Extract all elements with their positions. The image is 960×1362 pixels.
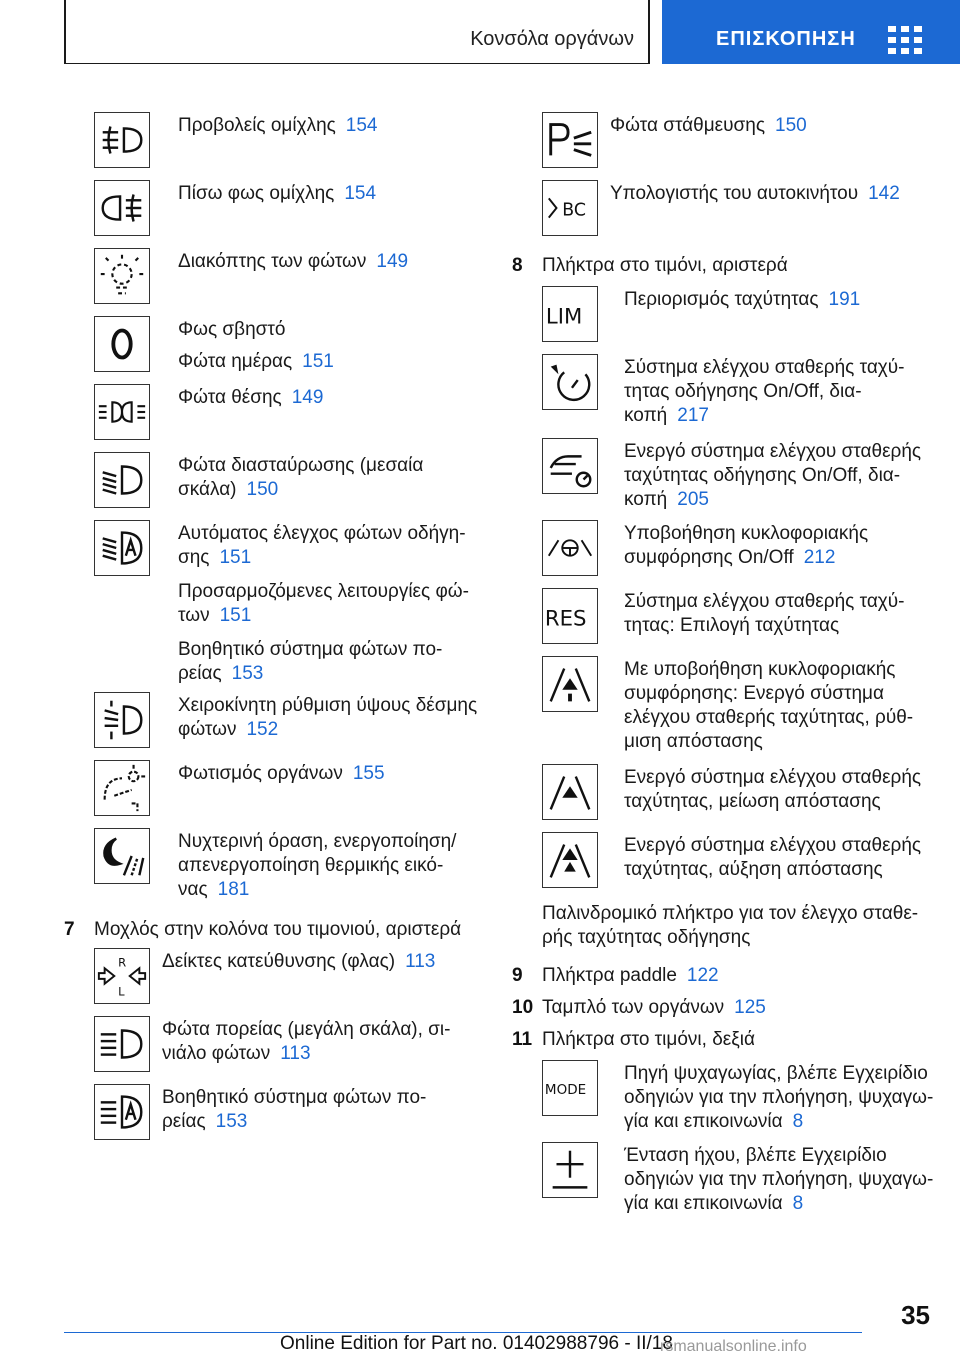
- list-item: [624, 1062, 933, 1134]
- front-fog-light-icon: [94, 112, 150, 168]
- item-label-cont: οδηγιών για την πλοήγηση, ψυχαγω-: [624, 1087, 934, 1108]
- item-label: Βοηθητικό σύστημα φώτων πο-: [178, 639, 443, 660]
- item-label-cont: σης: [178, 547, 210, 568]
- item-label: Νυχτερινή όραση, ενεργοποίηση/: [178, 831, 457, 852]
- page-link[interactable]: 151: [302, 351, 334, 372]
- svg-text:BC: BC: [562, 200, 587, 221]
- volume-icon: [542, 1142, 598, 1198]
- page-link[interactable]: 122: [686, 965, 719, 986]
- item-label: Σύστημα ελέγχου σταθερής ταχύ-: [624, 357, 905, 378]
- item-heading: Μοχλός στην κολόνα του τιμονιού, αριστερά: [94, 919, 462, 940]
- low-beam-icon: [94, 452, 150, 508]
- page-number: 35: [901, 1300, 930, 1330]
- item-label: Φωτισμός οργάνων: [178, 763, 343, 784]
- list-item: [624, 1144, 933, 1216]
- item-label: Περιορισμός ταχύτητας: [624, 289, 819, 310]
- rear-fog-light-icon: [94, 180, 150, 236]
- list-item: [178, 454, 423, 502]
- page-title: Κονσόλα οργάνων: [470, 28, 634, 50]
- item-label: Χειροκίνητη ρύθμιση ύψους δέσμης: [178, 695, 478, 716]
- list-item: [178, 386, 323, 410]
- item-number: 9: [512, 965, 523, 986]
- item-label-cont: μιση απόστασης: [624, 731, 763, 752]
- page-link[interactable]: 125: [734, 997, 766, 1018]
- item-label: Φως σβηστό: [178, 319, 286, 340]
- item-label-cont: των: [178, 605, 210, 626]
- list-item: [162, 1086, 426, 1134]
- list-item: [178, 250, 408, 274]
- page-link[interactable]: 191: [828, 289, 861, 310]
- item-label: Φώτα στάθμευσης: [610, 115, 765, 136]
- footer-watermark: rsmanualsonline.info: [660, 1338, 807, 1355]
- page-link[interactable]: 149: [291, 387, 324, 408]
- page-link[interactable]: 149: [376, 251, 409, 272]
- page-link[interactable]: 150: [775, 115, 807, 136]
- list-item: [178, 580, 469, 628]
- high-beam-assist-icon: [94, 1084, 150, 1140]
- item-label-cont: κοπή: [624, 405, 668, 426]
- list-item: [624, 356, 905, 428]
- page-link[interactable]: 212: [803, 547, 836, 568]
- page-link[interactable]: 113: [280, 1043, 311, 1064]
- list-item: [178, 638, 442, 686]
- item-label-cont: ρείας: [178, 663, 222, 684]
- item-label: Φώτα διασταύρωσης (μεσαία: [178, 455, 424, 476]
- night-vision-icon: [94, 828, 150, 884]
- high-beam-icon: [94, 1016, 150, 1072]
- page-link[interactable]: 8: [792, 1193, 804, 1214]
- item-number: 10: [512, 997, 534, 1018]
- footer-edition: Online Edition for Part no. 01402988796 - II/18: [280, 1333, 673, 1354]
- item-label-cont: σκάλα): [178, 479, 237, 500]
- page-link[interactable]: 142: [868, 183, 900, 204]
- item-label: Υποβοήθηση κυκλοφοριακής: [624, 523, 869, 544]
- page-link[interactable]: 151: [219, 547, 252, 568]
- item-label-cont: νιάλο φώτων: [162, 1043, 271, 1064]
- item-label: Πλήκτρα paddle: [542, 965, 677, 986]
- header-title-box: [64, 0, 650, 64]
- active-cruise-icon: [542, 438, 598, 494]
- item-label: Με υποβοήθηση κυκλοφοριακής: [624, 659, 896, 680]
- res-icon: [542, 588, 598, 644]
- list-item: [624, 440, 921, 512]
- list-item: [178, 318, 285, 342]
- item-label-cont: ταχύτητας, αύξηση απόστασης: [624, 859, 883, 880]
- list-item: [178, 830, 456, 902]
- item-number: 7: [64, 919, 75, 940]
- page-link[interactable]: 155: [352, 763, 385, 784]
- list-item: [162, 1018, 450, 1066]
- item-label: Ένταση ήχου, βλέπε Εγχειρίδιο: [624, 1145, 887, 1166]
- item-label: Σύστημα ελέγχου σταθερής ταχύ-: [624, 591, 905, 612]
- item-number: 8: [512, 255, 523, 276]
- list-item: [624, 834, 921, 882]
- item-heading: Πλήκτρα στο τιμόνι, δεξιά: [542, 1029, 755, 1050]
- item-heading: [542, 964, 719, 988]
- distance-decrease-icon: [542, 764, 598, 820]
- svg-text:R: R: [118, 955, 127, 970]
- page-link[interactable]: 152: [246, 719, 279, 740]
- page-link[interactable]: 154: [344, 183, 377, 204]
- page-link[interactable]: 217: [677, 405, 709, 426]
- turn-signal-icon: [94, 948, 150, 1004]
- parking-position-lights-icon: [94, 384, 150, 440]
- page-link[interactable]: 205: [677, 489, 709, 510]
- item-label: Πίσω φως ομίχλης: [178, 183, 335, 204]
- item-label: Βοηθητικό σύστημα φώτων πο-: [162, 1087, 427, 1108]
- distance-adjust-icon: [542, 656, 598, 712]
- section-banner: [662, 0, 960, 64]
- item-label: Παλινδρομικό πλήκτρο για τον έλεγχο σταθε-: [542, 903, 919, 924]
- automatic-headlight-icon: [94, 520, 150, 576]
- cruise-control-icon: [542, 354, 598, 410]
- page-link[interactable]: 153: [215, 1111, 248, 1132]
- item-number: 11: [512, 1029, 533, 1050]
- page-link[interactable]: 181: [217, 879, 250, 900]
- section-label: ΕΠΙΣΚΟΠΗΣΗ: [716, 28, 856, 50]
- item-label-cont: οδηγιών για την πλοήγηση, ψυχαγω-: [624, 1169, 934, 1190]
- list-item: [178, 182, 376, 206]
- list-item: [162, 950, 435, 974]
- list-item: [178, 114, 378, 138]
- lim-label: LIM: [545, 304, 583, 330]
- distance-increase-icon: [542, 832, 598, 888]
- svg-text:L: L: [118, 984, 125, 999]
- list-item: [624, 288, 860, 312]
- item-label: Πηγή ψυχαγωγίας, βλέπε Εγχειρίδιο: [624, 1063, 928, 1084]
- list-item: [178, 350, 334, 374]
- onboard-computer-icon: [542, 180, 598, 236]
- item-label-cont: ρείας: [162, 1111, 206, 1132]
- mode-icon: [542, 1060, 598, 1116]
- list-item: [610, 182, 900, 206]
- item-label-cont: ελέγχου σταθερής ταχύτητας, ρύθ-: [624, 707, 914, 728]
- lights-off-icon: [94, 316, 150, 372]
- mode-label: MODE: [544, 1081, 587, 1098]
- item-label-cont: συμφόρησης: Ενεργό σύστημα: [624, 683, 884, 704]
- item-label-cont: κοπή: [624, 489, 668, 510]
- item-label: Φώτα πορείας (μεγάλη σκάλα), σι-: [162, 1019, 451, 1040]
- item-label-cont: νας: [178, 879, 208, 900]
- page-link[interactable]: 150: [246, 479, 279, 500]
- item-label: Ενεργό σύστημα ελέγχου σταθερής: [624, 441, 922, 462]
- light-switch-icon: [94, 248, 150, 304]
- page-link[interactable]: 154: [345, 115, 378, 136]
- item-label-cont: φώτων: [178, 719, 237, 740]
- list-item: [178, 762, 385, 786]
- item-label: Διακόπτης των φώτων: [178, 251, 367, 272]
- res-label: RES: [544, 606, 587, 632]
- lim-icon: [542, 286, 598, 342]
- item-label-cont: συμφόρησης On/Off: [624, 547, 794, 568]
- item-label: Υπολογιστής του αυτοκινήτου: [610, 183, 859, 204]
- list-item: [610, 114, 807, 138]
- grid-icon: [888, 26, 922, 54]
- item-label-cont: γία και επικοινωνία: [624, 1193, 783, 1214]
- list-item: [542, 902, 918, 950]
- page-link[interactable]: 113: [405, 951, 436, 972]
- item-label: Ενεργό σύστημα ελέγχου σταθερής: [624, 835, 922, 856]
- page-link[interactable]: 153: [231, 663, 264, 684]
- headlight-range-icon: [94, 692, 150, 748]
- item-label-cont: γία και επικοινωνία: [624, 1111, 783, 1132]
- item-label-cont: ταχύτητας, μείωση απόστασης: [624, 791, 881, 812]
- item-label-cont: ταχύτητας οδήγησης On/Off, δια-: [624, 465, 901, 486]
- traffic-jam-assist-icon: [542, 520, 598, 576]
- item-label-cont: τητας οδήγησης On/Off, δια-: [624, 381, 862, 402]
- list-item: [178, 522, 466, 570]
- instrument-lighting-icon: [94, 760, 150, 816]
- item-label: Προσαρμοζόμενες λειτουργίες φώ-: [178, 581, 469, 602]
- item-label-cont: απενεργοποίηση θερμικής εικό-: [178, 855, 444, 876]
- item-label-cont: ρής ταχύτητας οδήγησης: [542, 927, 751, 948]
- item-label-cont: τητας: Επιλογή ταχύτητας: [624, 615, 840, 636]
- parking-lights-icon: [542, 112, 598, 168]
- list-item: [624, 522, 868, 570]
- item-heading: [542, 996, 766, 1020]
- list-item: [624, 590, 905, 638]
- item-label: Φώτα ημέρας: [178, 351, 293, 372]
- item-label: Ενεργό σύστημα ελέγχου σταθερής: [624, 767, 922, 788]
- item-label: Φώτα θέσης: [178, 387, 282, 408]
- item-label: Δείκτες κατεύθυνσης (φλας): [162, 951, 396, 972]
- page-link[interactable]: 151: [219, 605, 252, 626]
- list-item: [624, 658, 913, 754]
- list-item: [624, 766, 921, 814]
- item-heading: Πλήκτρα στο τιμόνι, αριστερά: [542, 255, 788, 276]
- page-link[interactable]: 8: [792, 1111, 804, 1132]
- item-label: Προβολείς ομίχλης: [178, 115, 336, 136]
- item-label: Ταμπλό των οργάνων: [542, 997, 725, 1018]
- list-item: [178, 694, 477, 742]
- item-label: Αυτόματος έλεγχος φώτων οδήγη-: [178, 523, 466, 544]
